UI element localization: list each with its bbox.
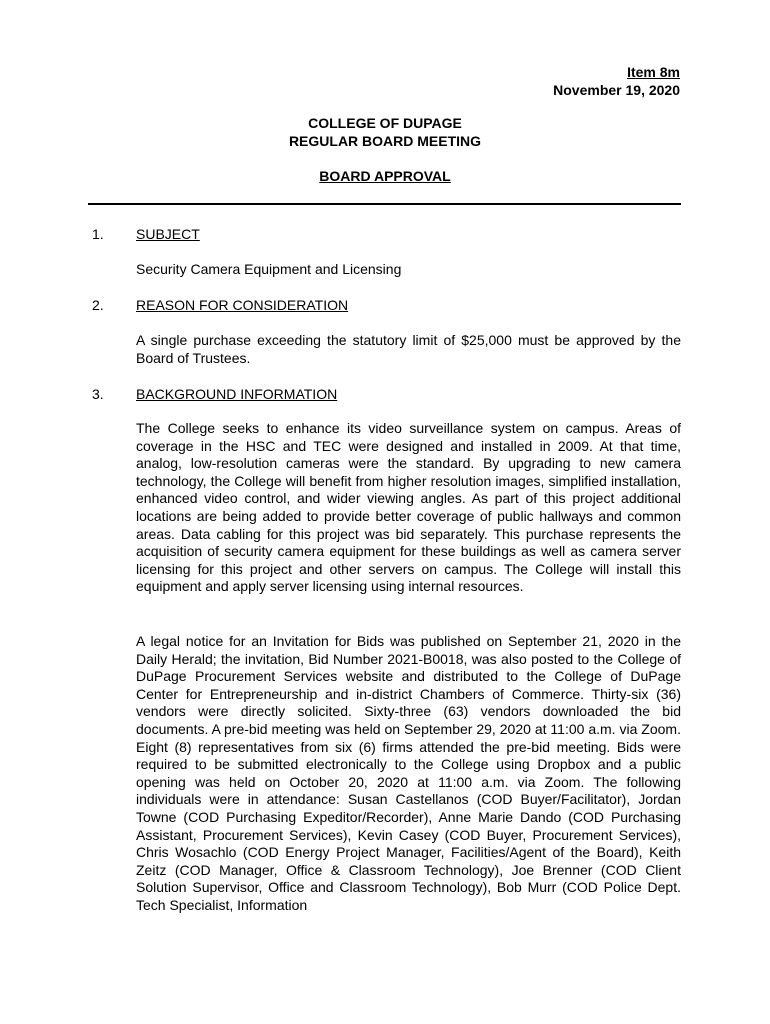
background-paragraph-1: The College seeks to enhance its video surveillance system on campus. Areas of coverage in the HSC and TEC were designed and installed in 2009. At that time, analog, low-resolution cameras were the standard. By upgrading to new camera technology, the College will benefit from higher resolution images, simplified installation, enhanced video control, and wider viewing angles. As part of this project additional locations are being added to provide better coverage of public hallways and common areas. Data cabling for this project was bid separately. This purchase represents the acquisition of security camera equipment for these buildings as well as camera server licensing for this project and other servers on campus. The College will install this equipment and apply server licensing using internal resources. xyxy=(136,420,681,595)
approval-title: BOARD APPROVAL xyxy=(319,168,451,184)
header-divider xyxy=(88,203,681,205)
section-number: 2. xyxy=(92,297,104,313)
meeting-date: November 19, 2020 xyxy=(553,82,680,98)
section-heading-background: BACKGROUND INFORMATION xyxy=(136,386,338,402)
meeting-title: REGULAR BOARD MEETING xyxy=(288,133,482,149)
subject-text: Security Camera Equipment and Licensing xyxy=(136,261,402,277)
section-heading-reason: REASON FOR CONSIDERATION xyxy=(136,297,349,313)
section-number: 3. xyxy=(92,386,104,402)
college-name: COLLEGE OF DUPAGE xyxy=(308,115,462,131)
item-number: Item 8m xyxy=(627,64,680,80)
section-heading-subject: SUBJECT xyxy=(136,226,200,242)
section-number: 1. xyxy=(92,226,104,242)
background-paragraph-2: A legal notice for an Invitation for Bids was published on September 21, 2020 in the Daily Herald; the invitation, Bid Number 2021-B0018, was also posted to the College of DuPage Procurement Services website and distributed to the College of DuPage Center for Entrepreneurship and in-district Chambers of Commerce. Thirty-six (36) vendors were directly solicited. Sixty-three (63) vendors downloaded the bid documents. A pre-bid meeting was held on September 29, 2020 at 11:00 a.m. via Zoom. Eight (8) representatives from six (6) firms attended the pre-bid meeting. Bids were required to be submitted electronically to the College using Dropbox and a public opening was held on October 20, 2020 at 11:00 a.m. via Zoom. The following individuals were in attendance: Susan Castellanos (COD Buyer/Facilitator), Jordan Towne (COD Purchasing Expeditor/Recorder), Anne Marie Dando (COD Purchasing Assistant, Procurement Services), Kevin Casey (COD Buyer, Procurement Services), Chris Wosachlo (COD Energy Project Manager, Facilities/Agent of the Board), Keith Zeitz (COD Manager, Office & Classroom Technology), Joe Brenner (COD Client Solution Supervisor, Office and Classroom Technology), Bob Murr (COD Police Dept. Tech Specialist, Information xyxy=(136,633,681,913)
reason-text: A single purchase exceeding the statutory limit of $25,000 must be approved by the Board of Trustees. xyxy=(136,332,681,366)
